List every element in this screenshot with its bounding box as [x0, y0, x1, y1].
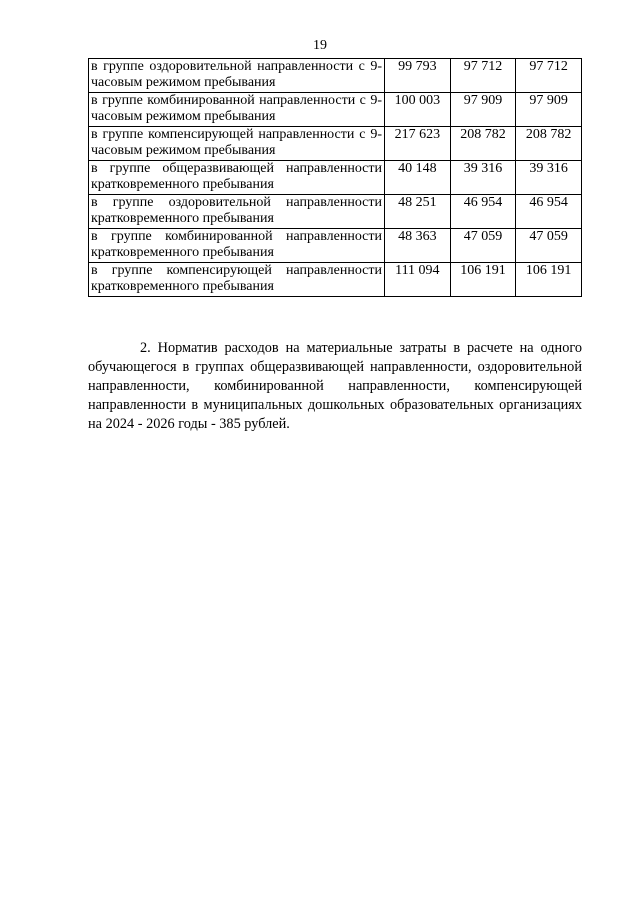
table-row	[89, 161, 582, 195]
value-2025: 97 712	[450, 59, 516, 93]
value-2025: 39 316	[450, 161, 516, 195]
row-label: в группе компенсирующей направленности кратковременного пребывания	[89, 263, 385, 297]
value-2025: 208 782	[450, 127, 516, 161]
table-row	[89, 229, 582, 263]
value-2026: 46 954	[516, 195, 582, 229]
table-row	[89, 263, 582, 297]
value-2026: 208 782	[516, 127, 582, 161]
value-2026: 39 316	[516, 161, 582, 195]
table-row	[89, 127, 582, 161]
value-2025: 97 909	[450, 93, 516, 127]
value-2024: 99 793	[385, 59, 451, 93]
value-2025: 47 059	[450, 229, 516, 263]
value-2026: 106 191	[516, 263, 582, 297]
row-label: в группе оздоровительной направленности кратковременного пребывания	[89, 195, 385, 229]
row-label: в группе общеразвивающей направленности кратковременного пребывания	[89, 161, 385, 195]
table-row	[89, 195, 582, 229]
table-row	[89, 93, 582, 127]
value-2024: 40 148	[385, 161, 451, 195]
value-2024: 48 363	[385, 229, 451, 263]
value-2025: 46 954	[450, 195, 516, 229]
row-label: в группе комбинированной направленности с 9-часовым режимом пребывания	[89, 93, 385, 127]
material-costs-paragraph: 2. Норматив расходов на материальные затраты в расчете на одного обучающегося в группах общеразвивающей направленности, оздоровительной направленности, комбинированной направленности, компенсирующей направленности в муниципальных дошкольных образовательных организациях на 2024 - 2026 годы - 385 рублей.	[88, 340, 582, 432]
value-2024: 100 003	[385, 93, 451, 127]
table-row	[89, 59, 582, 93]
page-number: 19	[313, 38, 327, 53]
value-2026: 47 059	[516, 229, 582, 263]
value-2024: 217 623	[385, 127, 451, 161]
row-label: в группе оздоровительной направленности с 9-часовым режимом пребывания	[89, 59, 385, 93]
value-2025: 106 191	[450, 263, 516, 297]
row-label: в группе компенсирующей направленности с 9-часовым режимом пребывания	[89, 127, 385, 161]
value-2026: 97 712	[516, 59, 582, 93]
value-2024: 111 094	[385, 263, 451, 297]
expense-norms-table	[88, 58, 582, 297]
value-2026: 97 909	[516, 93, 582, 127]
value-2024: 48 251	[385, 195, 451, 229]
row-label: в группе комбинированной направленности кратковременного пребывания	[89, 229, 385, 263]
